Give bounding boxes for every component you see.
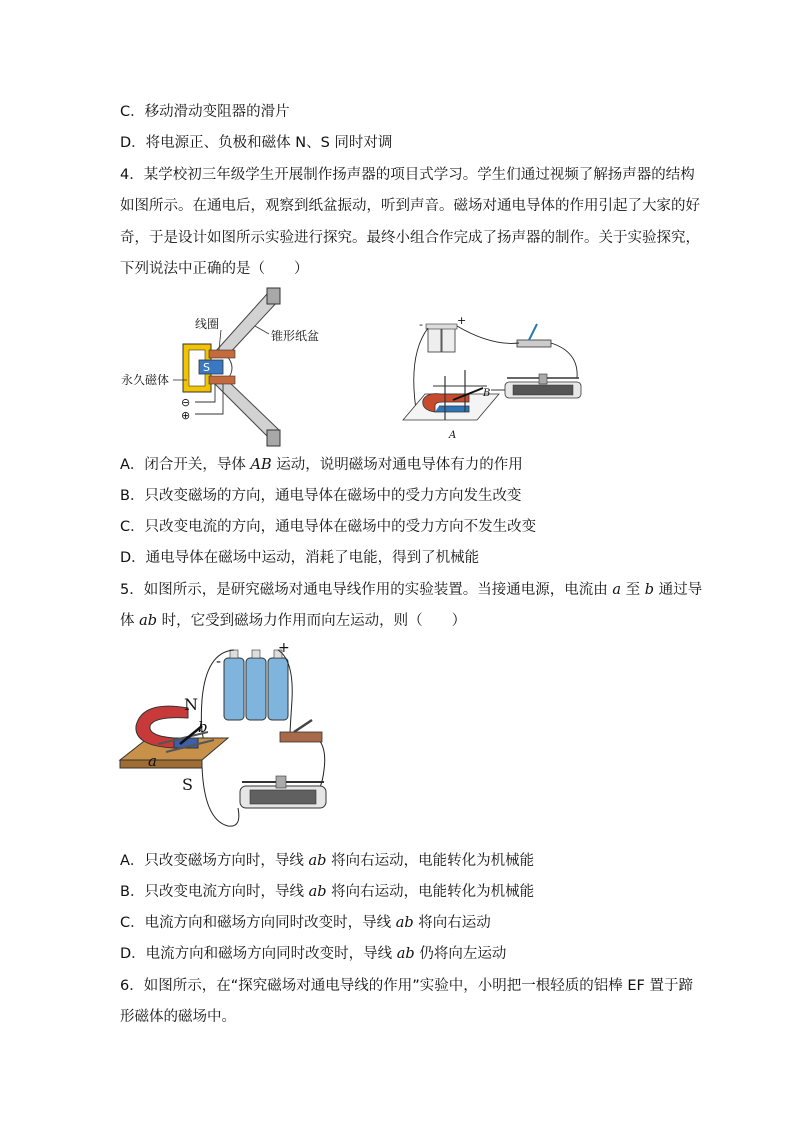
battery-terminal-2 [252,650,260,658]
q4-apparatus-figure [395,316,595,446]
q4-option-a: A．闭合开关，导体 AB 运动，说明磁场对通电导体有力的作用 [120,457,523,473]
battery-minus-label: - [419,318,423,331]
q4-stem-line-2: 如图所示。在通电后，观察到纸盆振动，听到声音。磁场对通电导体的作用引起了大家的好 [120,198,700,214]
q4-stem-line-3: 奇，于是设计如图所示实验进行探究。最终小组合作完成了扬声器的制作。关于实验探究， [120,230,700,246]
q5-option-c: C．电流方向和磁场方向同时改变时，导线 ab 将向右运动 [120,915,491,931]
battery-cell-2 [246,658,266,720]
cone-leader [255,326,269,334]
q3-option-c: C．移动滑动变阻器的滑片 [120,104,290,120]
rheostat-slider [539,374,547,384]
q5-apparatus-figure [118,640,348,835]
q5-stem-line-2: 体 ab 时，它受到磁场力作用而向左运动，则（ ） [120,613,467,629]
battery-top [426,324,457,329]
wire-board-rheostat [202,766,239,826]
battery-cell-1 [428,328,441,352]
coil-label: 线圈 [195,317,220,331]
battery-terminal-1 [230,650,238,658]
s-pole-label: S [182,775,193,794]
q3-option-d: D．将电源正、负极和磁体 N、S 同时对调 [120,135,393,151]
switch-base [280,732,322,742]
plus-terminal: ⊕ [181,409,191,422]
label-b: b [198,718,208,736]
switch-lever [529,324,537,340]
battery-minus-label: - [216,654,222,670]
q5-option-a: A．只改变磁场方向时，导线 ab 将向右运动，电能转化为机械能 [120,853,535,869]
q4-option-d: D．通电导体在磁场中运动，消耗了电能，得到了机械能 [120,550,480,566]
battery-cell-1 [224,658,244,720]
rheostat-coil [513,385,573,395]
s-pole-label: S [203,361,210,374]
wire-battery-switch [457,326,519,343]
q6-stem-line-2: 形磁体的磁场中。 [120,1009,236,1025]
label-b: B [483,388,491,399]
switch-base [517,340,551,347]
q5-stem-line-1: 5．如图所示，是研究磁场对通电导线作用的实验装置。当接通电源，电流由 a 至 b 通过导 [120,582,703,598]
n-pole-label: N [184,695,198,714]
battery-cell-2 [442,328,455,352]
rheostat-coil [250,790,316,804]
cone-lower-side [215,380,279,436]
horseshoe-magnet-blue [435,406,469,412]
q4-option-b: B．只改变磁场的方向，通电导体在磁场中的受力方向发生改变 [120,488,522,504]
wire-switch-rheostat [551,343,577,378]
q5-option-b: B．只改变电流方向时，导线 ab 将向右运动，电能转化为机械能 [120,884,535,900]
q4-stem-line-1: 4．某学校初三年级学生开展制作扬声器的项目式学习。学生们通过视频了解扬声器的结构 [120,167,695,183]
q4-stem-line-4: 下列说法中正确的是（ ） [120,261,309,277]
q6-stem-line-1: 6．如图所示，在“探究磁场对通电导线的作用”实验中，小明把一根轻质的铝棒 EF 置于蹄 [120,978,693,994]
cone-label: 锥形纸盆 [271,329,320,343]
battery-plus-label: + [278,640,290,656]
label-a: a [148,752,157,770]
wooden-board-front [120,760,202,768]
cone-rim-top [267,288,280,304]
q5-option-d: D．电流方向和磁场方向同时改变时，导线 ab 仍将向左运动 [120,946,507,962]
coil-top [209,350,235,358]
label-a: A [449,430,457,441]
cone-rim-bottom [267,430,280,446]
q4-option-c: C．只改变电流的方向，通电导体在磁场中的受力方向不发生改变 [120,519,537,535]
battery-plus-label: + [457,314,467,327]
switch-lever [294,720,312,732]
minus-terminal: ⊖ [181,396,191,409]
speaker-structure-figure [115,286,345,448]
rheostat-slider [276,776,286,788]
magnet-label: 永久磁体 [121,373,170,387]
battery-cell-3 [268,658,288,720]
coil-bottom [209,376,235,384]
